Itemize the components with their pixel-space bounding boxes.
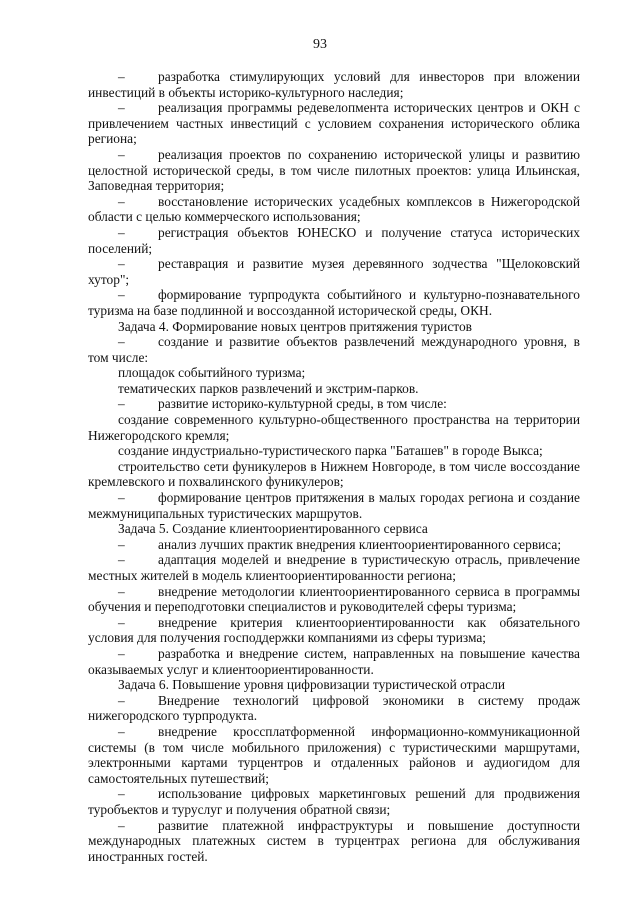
- dash-marker: –: [118, 146, 125, 162]
- bullet-item: [88, 646, 580, 677]
- bullet-text: регистрация объектов ЮНЕСКО и получение статуса исторических поселений;: [88, 224, 580, 256]
- dash-marker: –: [118, 193, 125, 209]
- bullet-item: [88, 194, 580, 225]
- dash-marker: –: [118, 536, 125, 552]
- dash-marker: –: [118, 786, 125, 802]
- bullet-text: развитие платежной инфраструктуры и повышение доступности международных платежных систем в турцентрах региона для обслуживания иностранных гостей.: [88, 817, 580, 864]
- task-heading: Задача 6. Повышение уровня цифровизации туристической отрасли: [118, 677, 506, 693]
- bullet-text: анализ лучших практик внедрения клиентоориентированного сервиса;: [158, 536, 562, 552]
- bullet-item: [88, 537, 580, 553]
- bullet-text: разработка стимулирующих условий для инвесторов при вложении инвестиций в объекты историко-культурного наследия;: [88, 69, 580, 100]
- bullet-item: [88, 69, 580, 100]
- bullet-item: [88, 693, 580, 724]
- sub-item: создание индустриально-туристического парка "Баташев" в городе Выкса;: [118, 443, 543, 459]
- sub-item: строительство сети фуникулеров в Нижнем Новгороде, в том числе воссоздание кремлевского и похвалинского фуникулеров;: [88, 458, 580, 490]
- dash-marker: –: [118, 287, 125, 303]
- task-heading: Задача 4. Формирование новых центров притяжения туристов: [118, 318, 472, 334]
- dash-marker: –: [118, 723, 125, 739]
- bullet-text: восстановление исторических усадебных комплексов в Нижегородской области с целью коммерческого использования;: [88, 193, 580, 225]
- bullet-text: использование цифровых маркетинговых решений для продвижения туробъектов и туруслуг и получения обратной связи;: [88, 786, 580, 817]
- dash-marker: –: [118, 224, 125, 240]
- bullet-item: [88, 552, 580, 583]
- dash-marker: –: [118, 256, 125, 272]
- bullet-item: [88, 724, 580, 786]
- dash-marker: –: [118, 614, 125, 630]
- dash-marker: –: [118, 583, 125, 599]
- bullet-text: формирование центров притяжения в малых городах региона и создание межмуниципальных туристических маршрутов.: [88, 490, 580, 521]
- dash-marker: –: [118, 645, 125, 661]
- bullet-text: внедрение критерия клиентоориентированности как обязательного условия для получения господдержки компаниями из сферы туризма;: [88, 614, 580, 646]
- bullet-item: [88, 287, 580, 318]
- dash-marker: –: [118, 100, 125, 116]
- bullet-item: [88, 786, 580, 817]
- bullet-text: адаптация моделей и внедрение в туристическую отрасль, привлечение местных жителей в модель клиентоориентированности региона;: [88, 552, 580, 583]
- bullet-text: реализация программы редевелопмента исторических центров и ОКН с привлечением частных инвестиций с условием сохранения исторического облика региона;: [88, 100, 580, 147]
- bullet-item: [88, 490, 580, 521]
- bullet-text: разработка и внедрение систем, направленных на повышение качества оказываемых услуг и клиентоориентированности.: [88, 645, 580, 677]
- dash-marker: –: [118, 692, 125, 708]
- task-heading: Задача 5. Создание клиентоориентированного сервиса: [118, 521, 428, 537]
- page-body: [88, 69, 580, 864]
- sub-item: создание современного культурно-общественного пространства на территории Нижегородского кремля;: [88, 412, 580, 443]
- bullet-item: [88, 256, 580, 287]
- dash-marker: –: [118, 490, 125, 506]
- bullet-text: формирование турпродукта событийного и культурно-познавательного туризма на базе подлинной и воссозданной исторической среды, ОКН.: [88, 287, 580, 318]
- bullet-text: реставрация и развитие музея деревянного зодчества "Щелоковский хутор";: [88, 256, 580, 287]
- dash-marker: –: [118, 817, 125, 833]
- sub-item: площадок событийного туризма;: [118, 365, 306, 381]
- bullet-item: [88, 584, 580, 615]
- bullet-item: [88, 818, 580, 865]
- dash-marker: –: [118, 69, 125, 84]
- bullet-item: [88, 147, 580, 194]
- bullet-item: [88, 396, 580, 412]
- bullet-text: Внедрение технологий цифровой экономики в систему продаж нижегородского турпродукта.: [88, 692, 580, 724]
- bullet-text: развитие историко-культурной среды, в том числе:: [158, 396, 447, 412]
- bullet-text: реализация проектов по сохранению исторической улицы и развитию целостной исторической среды, в том числе пилотных проектов: улица Ильинская, Заповедная территория;: [88, 146, 580, 194]
- dash-marker: –: [118, 552, 125, 568]
- bullet-item: [88, 225, 580, 256]
- sub-item: тематических парков развлечений и экстрим-парков.: [118, 380, 419, 396]
- bullet-text: внедрение кроссплатформенной информационно-коммуникационной системы (в том числе мобильного приложения) с туристическими маршрутами, электронными картами турцентров и отдаленных районов и аудиогидом для самостоятельных путешествий;: [88, 723, 580, 786]
- bullet-text: создание и развитие объектов развлечений международного уровня, в том числе:: [88, 334, 580, 365]
- bullet-text: внедрение методологии клиентоориентированного сервиса в программы обучения и переподготовки специалистов и руководителей сферы туризма;: [88, 583, 580, 615]
- dash-marker: –: [118, 396, 125, 412]
- page-number: 93: [313, 37, 327, 52]
- bullet-item: [88, 100, 580, 147]
- bullet-item: [88, 615, 580, 646]
- dash-marker: –: [118, 334, 125, 350]
- bullet-item: [88, 334, 580, 365]
